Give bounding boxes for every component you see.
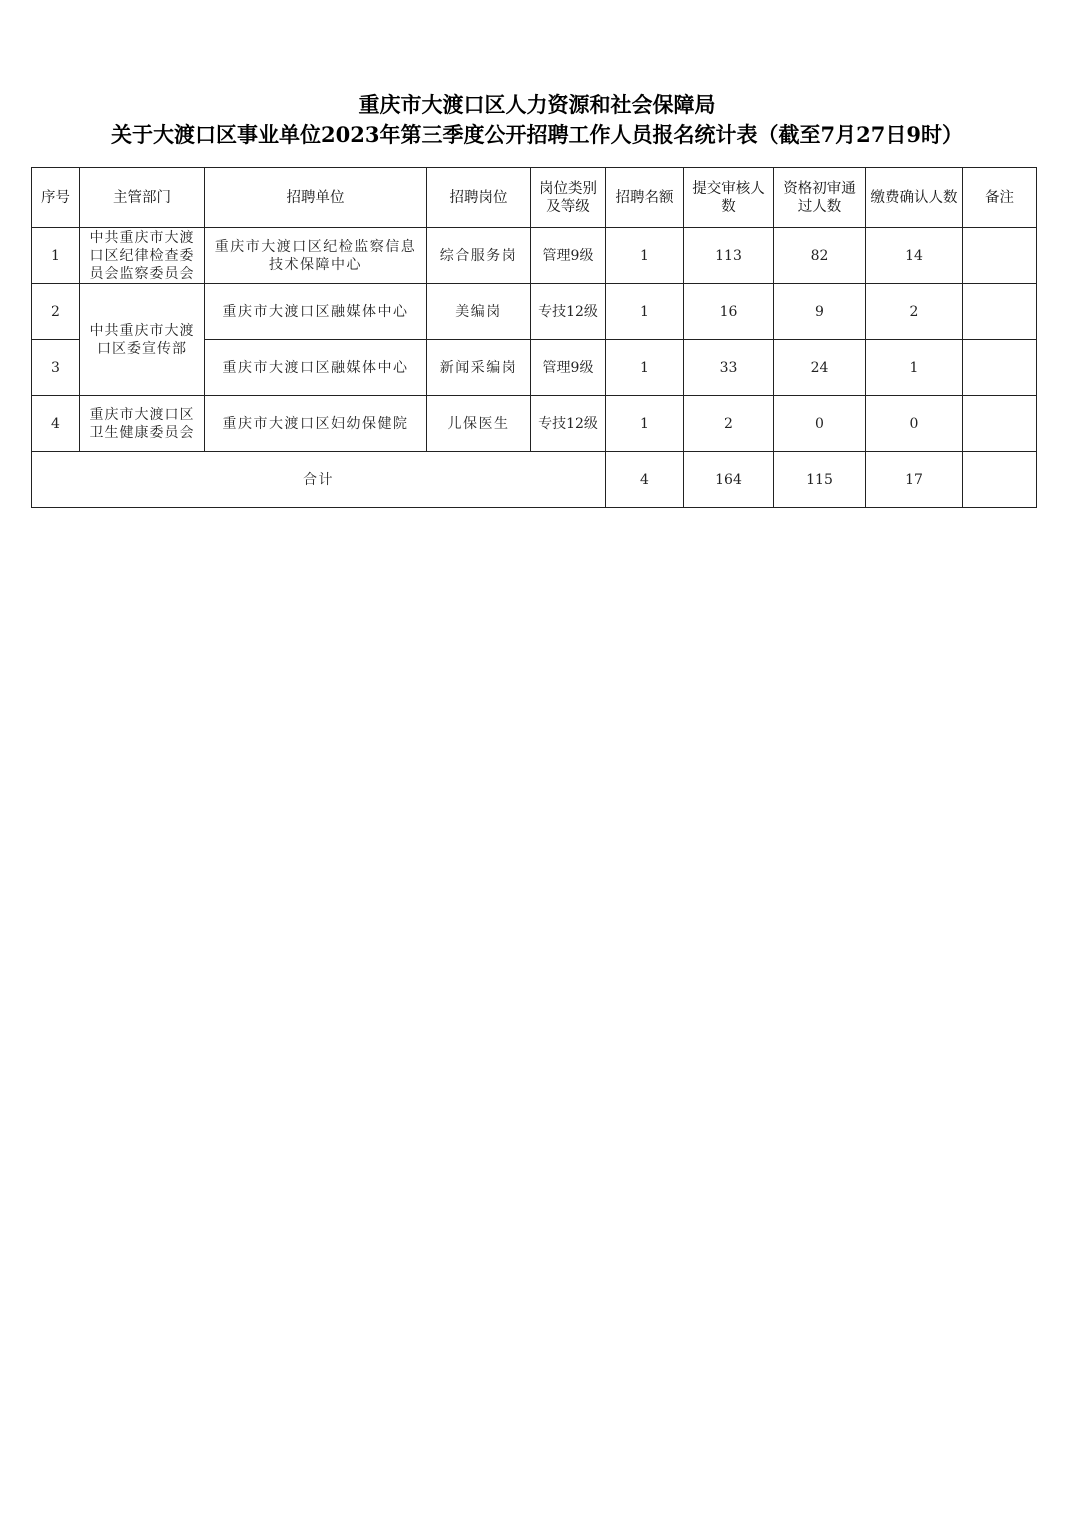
cell-seq: 3 (32, 340, 80, 396)
header-seq: 序号 (32, 168, 80, 228)
table-row (32, 284, 1037, 340)
cell-post: 新闻采编岗 (427, 340, 531, 396)
cell-unit: 重庆市大渡口区融媒体中心 (205, 340, 427, 396)
cell-grade: 管理9级 (531, 228, 606, 284)
cell-seq: 2 (32, 284, 80, 340)
cell-remark (963, 340, 1037, 396)
cell-post: 美编岗 (427, 284, 531, 340)
total-row (32, 452, 1037, 508)
cell-quota: 1 (606, 228, 684, 284)
cell-grade: 专技12级 (531, 396, 606, 452)
header-unit: 招聘单位 (205, 168, 427, 228)
title-line-1: 重庆市大渡口区人力资源和社会保障局 (358, 92, 716, 117)
cell-quota: 1 (606, 284, 684, 340)
cell-dept: 中共重庆市大渡口区纪律检查委员会监察委员会 (80, 228, 205, 284)
table-row (32, 228, 1037, 284)
total-passed: 115 (774, 452, 866, 508)
total-paid: 17 (866, 452, 963, 508)
cell-submitted: 2 (684, 396, 774, 452)
cell-remark (963, 396, 1037, 452)
total-quota: 4 (606, 452, 684, 508)
cell-seq: 1 (32, 228, 80, 284)
total-submitted: 164 (684, 452, 774, 508)
cell-quota: 1 (606, 396, 684, 452)
header-remark: 备注 (963, 168, 1037, 228)
cell-paid: 2 (866, 284, 963, 340)
cell-post: 综合服务岗 (427, 228, 531, 284)
cell-paid: 0 (866, 396, 963, 452)
cell-submitted: 33 (684, 340, 774, 396)
cell-submitted: 113 (684, 228, 774, 284)
total-label: 合计 (32, 452, 606, 508)
cell-unit: 重庆市大渡口区纪检监察信息技术保障中心 (205, 228, 427, 284)
cell-dept: 重庆市大渡口区卫生健康委员会 (80, 396, 205, 452)
cell-passed: 9 (774, 284, 866, 340)
cell-passed: 0 (774, 396, 866, 452)
cell-post: 儿保医生 (427, 396, 531, 452)
cell-remark (963, 284, 1037, 340)
cell-dept: 中共重庆市大渡口区委宣传部 (80, 284, 205, 396)
title-line-2: 关于大渡口区事业单位2023年第三季度公开招聘工作人员报名统计表（截至7月27日9时） (111, 122, 963, 147)
cell-passed: 82 (774, 228, 866, 284)
cell-unit: 重庆市大渡口区妇幼保健院 (205, 396, 427, 452)
header-passed: 资格初审通过人数 (774, 168, 866, 228)
total-remark (963, 452, 1037, 508)
cell-grade: 管理9级 (531, 340, 606, 396)
cell-paid: 14 (866, 228, 963, 284)
header-post: 招聘岗位 (427, 168, 531, 228)
cell-unit: 重庆市大渡口区融媒体中心 (205, 284, 427, 340)
cell-quota: 1 (606, 340, 684, 396)
cell-grade: 专技12级 (531, 284, 606, 340)
header-paid: 缴费确认人数 (866, 168, 963, 228)
cell-seq: 4 (32, 396, 80, 452)
document-title (0, 90, 1074, 150)
header-grade: 岗位类别及等级 (531, 168, 606, 228)
registration-stats-table (31, 167, 1037, 508)
cell-passed: 24 (774, 340, 866, 396)
cell-remark (963, 228, 1037, 284)
cell-submitted: 16 (684, 284, 774, 340)
cell-paid: 1 (866, 340, 963, 396)
header-row (32, 168, 1037, 228)
table-row (32, 396, 1037, 452)
header-quota: 招聘名额 (606, 168, 684, 228)
header-submitted: 提交审核人数 (684, 168, 774, 228)
header-dept: 主管部门 (80, 168, 205, 228)
